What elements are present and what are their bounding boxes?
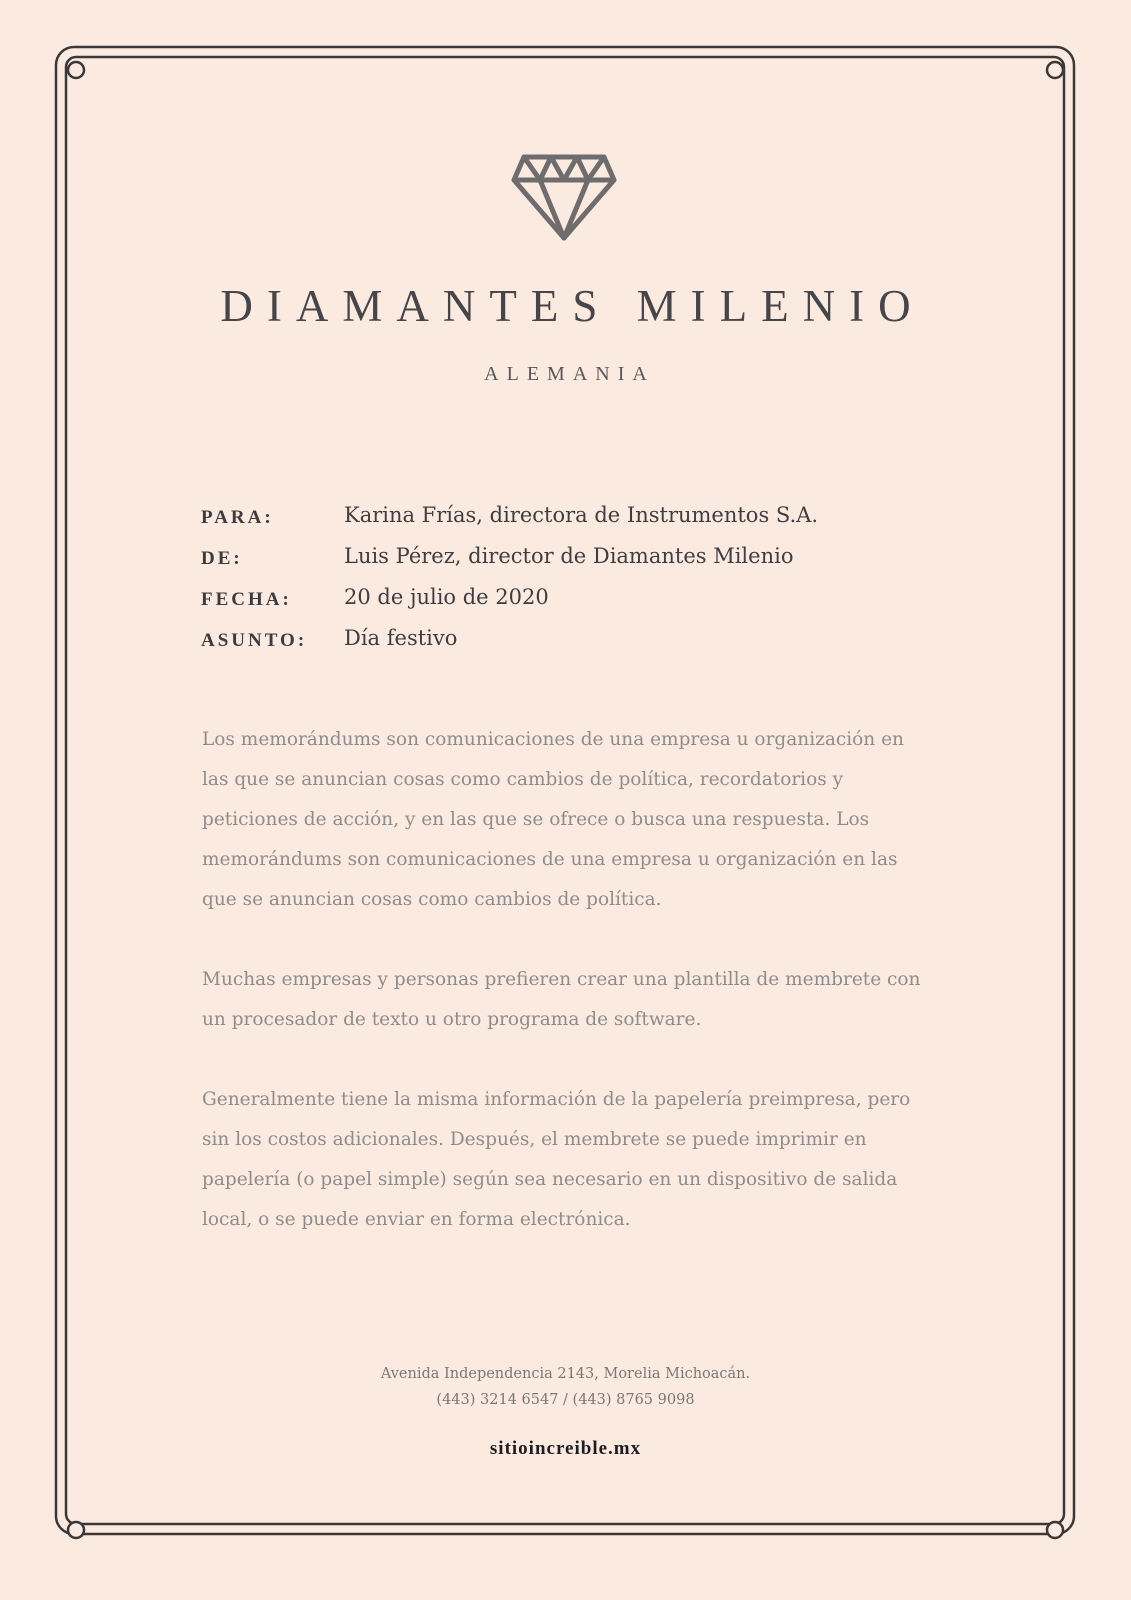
body-paragraph: Los memorándums son comunicaciones de una empresa u organización en las que se anuncian cosas como cambios de política, recordatorios y peticiones de acción, y en las que se ofrece o busca una respuesta. Los memorándums son comunicaciones de una empresa u organización en las que se anuncian cosas como cambios de política.	[202, 729, 904, 910]
footer-address-line: Avenida Independencia 2143, Morelia Michoacán.	[380, 1366, 751, 1382]
field-value: 20 de julio de 2020	[344, 585, 549, 609]
field-row-fecha	[201, 585, 961, 626]
field-label: ASUNTO:	[201, 630, 308, 651]
field-label: FECHA:	[201, 589, 292, 610]
field-value: Karina Frías, directora de Instrumentos S.A.	[344, 503, 819, 527]
footer-phones: (443) 3214 6547 / (443) 8765 9098	[436, 1392, 695, 1408]
body-paragraph: Generalmente tiene la misma información de la papelería preimpresa, pero sin los costos adicionales. Después, el membrete se puede imprimir en papelería (o papel simple) según sea necesario en un dispositivo de salida local, o se puede enviar en forma electrónica.	[202, 1089, 911, 1230]
corner-ornament-top-left	[68, 62, 84, 78]
corner-ornament-bottom-left	[68, 1522, 84, 1538]
footer-website[interactable]: sitioincreible.mx	[489, 1438, 642, 1459]
field-value: Día festivo	[344, 626, 458, 650]
memo-body	[202, 720, 932, 1280]
company-name: DIAMANTES MILENIO	[220, 281, 925, 331]
field-row-asunto	[201, 626, 961, 667]
corner-ornament-top-right	[1047, 62, 1063, 78]
memo-header-fields	[201, 503, 961, 667]
field-value: Luis Pérez, director de Diamantes Milenio	[344, 544, 794, 568]
field-label: DE:	[201, 548, 243, 569]
diamond-icon	[510, 152, 618, 242]
footer-contact	[0, 1361, 1131, 1413]
corner-ornament-bottom-right	[1047, 1522, 1063, 1538]
company-location: ALEMANIA	[484, 363, 655, 385]
field-label: PARA:	[201, 507, 274, 528]
field-row-para	[201, 503, 961, 544]
field-row-de	[201, 544, 961, 585]
body-paragraph: Muchas empresas y personas prefieren crear una plantilla de membrete con un procesador de texto u otro programa de software.	[202, 969, 921, 1030]
